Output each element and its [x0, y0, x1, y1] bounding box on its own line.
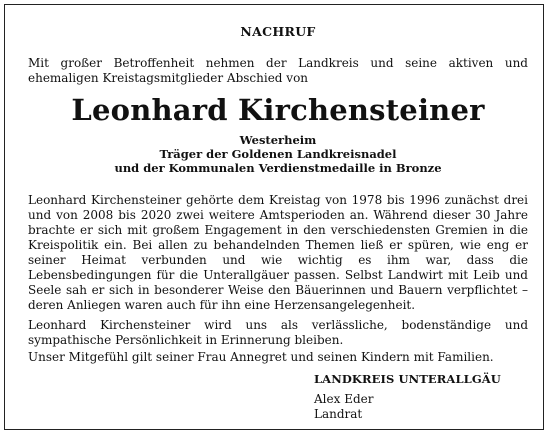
obituary-frame — [4, 4, 544, 430]
intro-text: Mit großer Betroffenheit nehmen der Landkreis und seine aktiven und ehemaligen Kreistagsmitglieder Abschied von — [28, 56, 528, 85]
hometown: Westerheim — [239, 133, 317, 147]
signature-block — [314, 372, 514, 422]
signature-title: Landrat — [314, 407, 363, 421]
honor-line-2: und der Kommunalen Verdienstmedaille in Bronze — [114, 161, 442, 175]
notice-heading: NACHRUF — [240, 24, 316, 39]
paragraph-remembrance: Leonhard Kirchensteiner wird uns als verlässliche, bodenständige und sympathische Persönlichkeit in Erinnerung bleiben. — [28, 318, 528, 347]
obituary-body — [28, 193, 528, 365]
honors-block — [28, 133, 528, 175]
signature-organization: LANDKREIS UNTERALLGÄU — [314, 372, 501, 386]
paragraph-career: Leonhard Kirchensteiner gehörte dem Kreistag von 1978 bis 1996 zunächst drei und von 2008 bis 2020 zwei weitere Amtsperioden an. Während dieser 30 Jahre brachte er sich mit großem Engagement in den verschiedensten Gremien in die Kreispolitik ein. Bei allen zu behandelnden Themen ließ er spüren, wie eng er seiner Heimat verbunden und wie wichtig es ihm war, dass die Lebensbedingungen für die Unterallgäuer passen. Selbst Landwirt mit Leib und Seele sah er sich in besonderer Weise den Bäuerinnen und Bauern verpflichtet – deren Anliegen waren auch für ihn eine Herzensangelegenheit. — [28, 193, 528, 312]
honor-line-1: Träger der Goldenen Landkreisnadel — [159, 147, 397, 161]
paragraph-condolence: Unser Mitgefühl gilt seiner Frau Annegret und seinen Kindern mit Familien. — [28, 350, 494, 364]
deceased-name: Leonhard Kirchensteiner — [71, 93, 485, 127]
signature-name: Alex Eder — [314, 392, 374, 406]
